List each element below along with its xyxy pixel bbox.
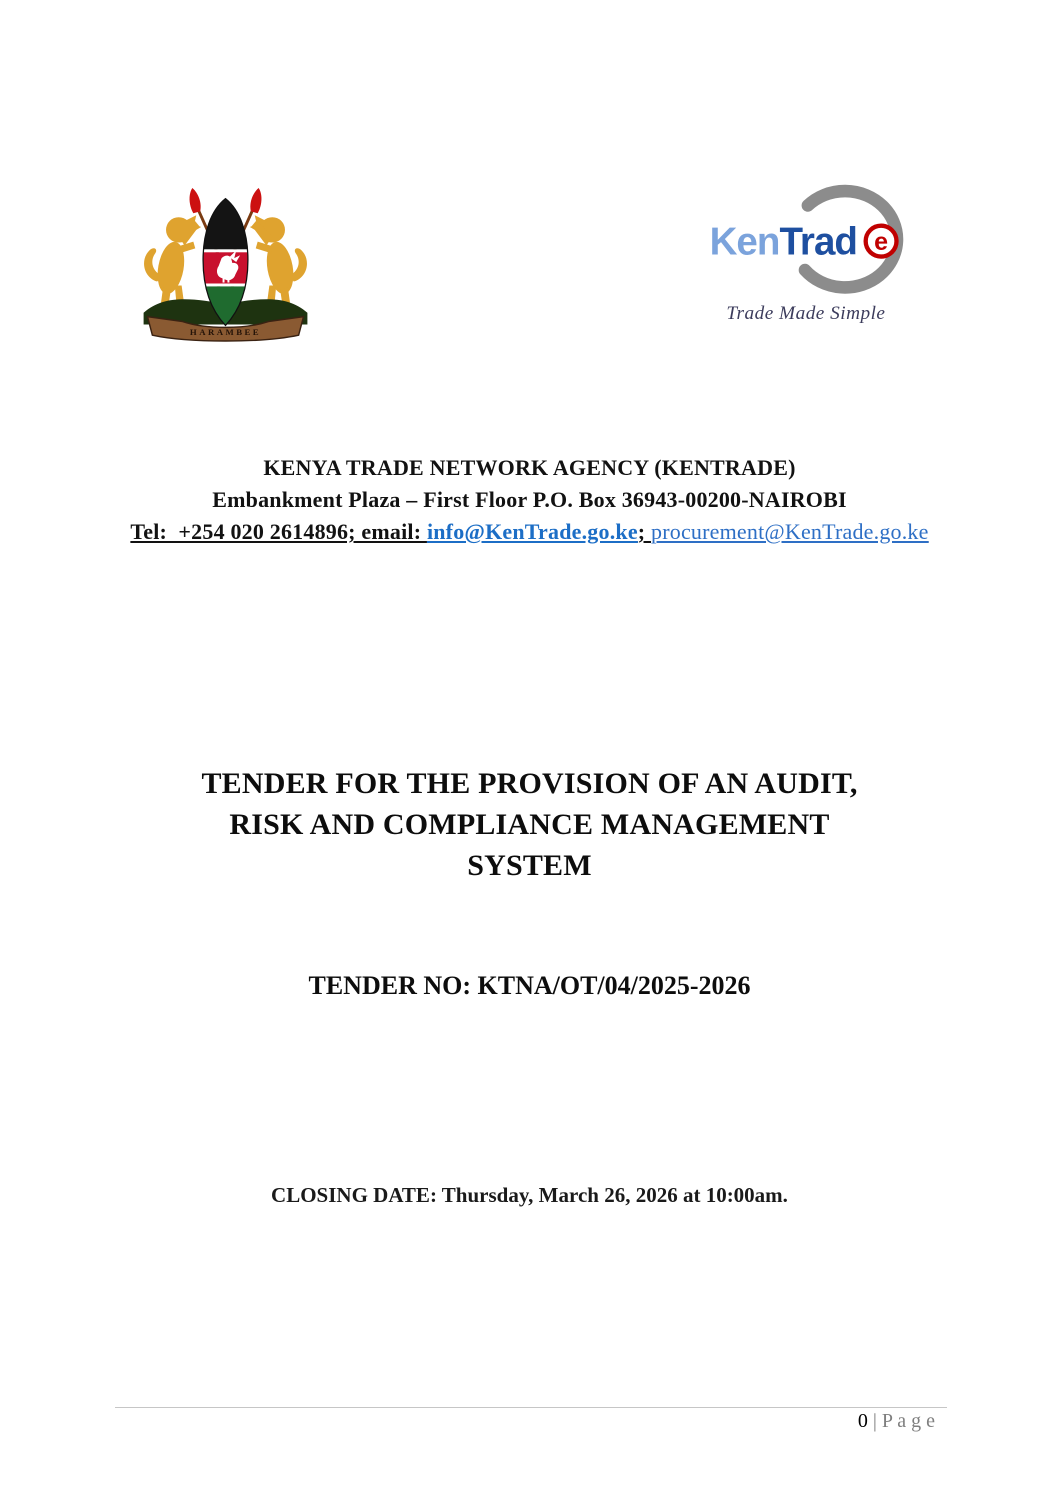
kentrade-wordmark: KenTrad <box>709 220 858 264</box>
e-badge-letter: e <box>874 227 889 256</box>
closing-date: CLOSING DATE: Thursday, March 26, 2026 at 10:00am. <box>271 1183 788 1207</box>
document-title <box>0 763 1059 886</box>
footer-page-word: | P a g e <box>867 1410 935 1432</box>
email-info-link[interactable]: info@KenTrade.go.ke <box>426 519 638 544</box>
agency-header-block <box>0 452 1059 548</box>
agency-name: KENYA TRADE NETWORK AGENCY (KENTRADE) <box>263 455 796 480</box>
agency-contact-line <box>0 516 1059 548</box>
kentrade-tagline: Trade Made Simple <box>726 303 886 325</box>
lion-left <box>144 215 201 309</box>
tender-number: TENDER NO: KTNA/OT/04/2025-2026 <box>308 971 751 1000</box>
email-procurement-link[interactable]: procurement@KenTrade.go.ke <box>651 519 929 544</box>
agency-address: Embankment Plaza – First Floor P.O. Box 36943-00200-NAIROBI <box>212 487 847 512</box>
kentrade-logo <box>698 183 910 333</box>
title-line-1: TENDER FOR THE PROVISION OF AN AUDIT, <box>201 767 858 800</box>
lion-right <box>250 215 307 309</box>
spearhead-left <box>190 188 201 213</box>
email-separator: ; <box>637 519 652 544</box>
spearhead-right <box>250 188 261 213</box>
footer-page-number: 0 <box>857 1410 868 1432</box>
kenya-coat-of-arms-logo <box>127 186 324 342</box>
tel-email-label: Tel: +254 020 2614896; email: <box>130 519 427 544</box>
footer-page-indicator <box>858 1410 935 1433</box>
title-line-3: SYSTEM <box>467 849 592 882</box>
motto-text: HARAMBEE <box>189 327 262 338</box>
title-line-2: RISK AND COMPLIANCE MANAGEMENT <box>229 808 830 841</box>
footer-divider <box>115 1407 947 1408</box>
